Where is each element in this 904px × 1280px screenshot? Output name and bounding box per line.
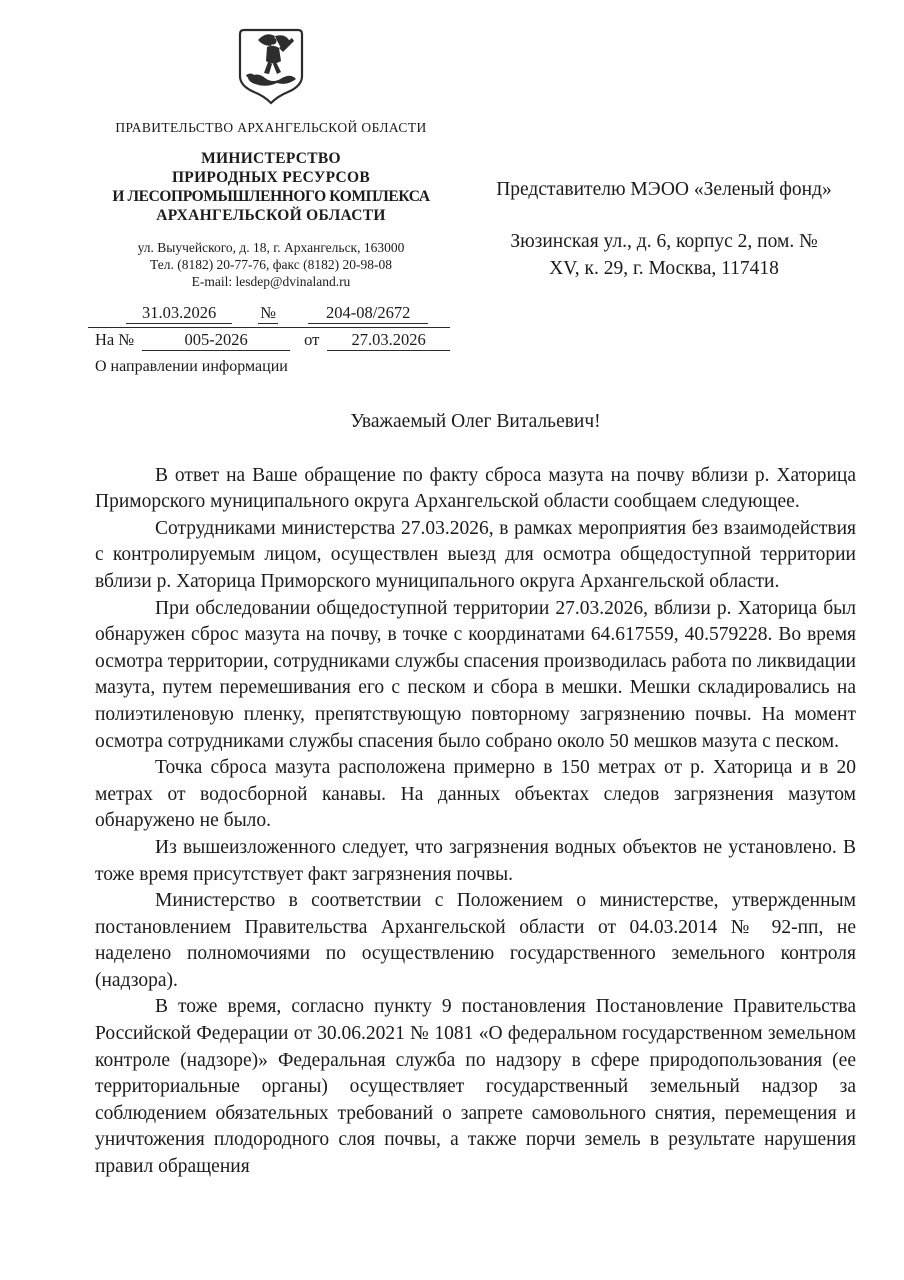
address-line: E-mail: lesdep@dvinaland.ru <box>191 274 351 289</box>
letterhead <box>95 120 447 290</box>
recipient-address-line: XV, к. 29, г. Москва, 117418 <box>549 258 779 279</box>
letter-body <box>95 409 856 1181</box>
reference-block <box>88 303 450 376</box>
address-line: ул. Выучейского, д. 18, г. Архангельск, 163000 <box>137 240 405 255</box>
body-paragraph: Точка сброса мазута расположена примерно в 150 метрах от р. Хаторица и в 20 метрах от водосборной канавы. На данных объектах следов загрязнения мазутом обнаружено не было. <box>95 757 856 832</box>
coat-of-arms-icon <box>236 28 306 106</box>
body-paragraph: При обследовании общедоступной территории 27.03.2026, вблизи р. Хаторица был обнаружен сброс мазута на почву, в точке с координатами 64.617559, 40.579228. Во время осмотра территории, сотрудниками службы спасения производилась работа по ликвидации мазута, путем перемешивания его с песком и сбора в мешки. Мешки складировались на полиэтиленовую пленку, препятствующую повторному загрязнению почвы. На момент осмотра сотрудниками службы спасения было собрано около 50 мешков мазута с песком. <box>95 597 856 752</box>
reply-to-number: 005-2026 <box>142 330 290 351</box>
letter-subject: О направлении информации <box>95 358 288 375</box>
recipient-block <box>478 176 850 282</box>
number-sign: № <box>260 303 276 322</box>
ministry-line: МИНИСТЕРСТВО <box>201 150 341 167</box>
recipient-name: Представителю МЭОО «Зеленый фонд» <box>496 179 832 200</box>
address-line: Тел. (8182) 20-77-76, факс (8182) 20-98-08 <box>149 257 392 272</box>
body-paragraph: В тоже время, согласно пункту 9 постановления Постановление Правительства Российской Федерации от 30.06.2021 № 1081 «О федеральном государственном земельном контроле (надзоре)» Федеральная служба по надзору в сфере природопользования (ее территориальные органы) осуществляет государственный земельный надзор за соблюдением обязательных требований о запрете самовольного снятия, перемещения и уничтожения плодородного слоя почвы, а также порчи земель в результате нарушения правил обращения <box>95 996 856 1178</box>
recipient-address-line: Зюзинская ул., д. 6, корпус 2, пом. № <box>510 231 818 252</box>
government-title: ПРАВИТЕЛЬСТВО АРХАНГЕЛЬСКОЙ ОБЛАСТИ <box>115 120 427 135</box>
body-paragraph: Министерство в соответствии с Положением о министерстве, утвержденным постановлением Правительства Архангельской области от 04.03.2014 № 92-пп, не наделено полномочиями по осуществлению государственного земельного контроля (надзора). <box>95 890 856 991</box>
incoming-reference-row <box>88 330 450 353</box>
body-paragraph: В ответ на Ваше обращение по факту сброса мазута на почву вблизи р. Хаторица Приморского муниципального округа Архангельской области сообщаем следующее. <box>95 464 856 513</box>
reply-from-label: от <box>304 330 320 349</box>
body-paragraph: Сотрудниками министерства 27.03.2026, в рамках мероприятия без взаимодействия с контролируемым лицом, осуществлен выезд для осмотра общедоступной территории вблизи р. Хаторица Приморского муниципального округа Архангельской области. <box>95 517 856 592</box>
ministry-line: И ЛЕСОПРОМЫШЛЕННОГО КОМПЛЕКСА <box>112 188 430 205</box>
ministry-line: ПРИРОДНЫХ РЕСУРСОВ <box>171 169 371 186</box>
ministry-title <box>95 149 447 225</box>
ministry-address <box>95 239 447 290</box>
body-paragraph: Из вышеизложенного следует, что загрязнения водных объектов не установлено. В тоже время присутствует факт загрязнения почвы. <box>95 836 856 885</box>
recipient-address <box>478 228 850 282</box>
salutation: Уважаемый Олег Витальевич! <box>350 411 601 432</box>
reply-to-date: 27.03.2026 <box>327 330 450 351</box>
reply-to-label: На № <box>95 330 135 349</box>
outgoing-reference-row <box>88 303 450 328</box>
letter-number: 204-08/2672 <box>308 303 428 324</box>
ministry-line: АРХАНГЕЛЬСКОЙ ОБЛАСТИ <box>156 207 386 224</box>
letter-date: 31.03.2026 <box>126 303 232 324</box>
